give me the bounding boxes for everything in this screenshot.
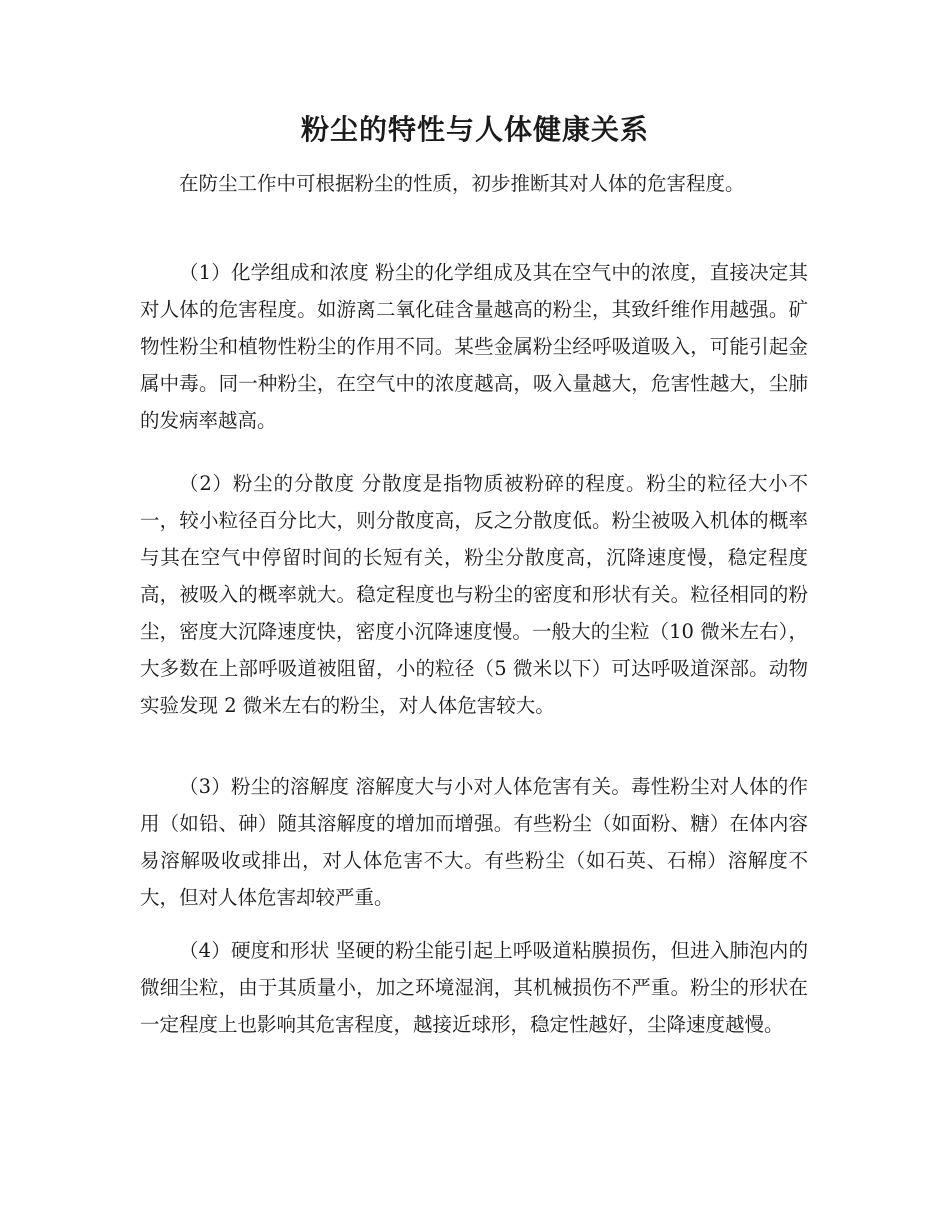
- section-1-chemical-composition: （1）化学组成和浓度 粉尘的化学组成及其在空气中的浓度，直接决定其对人体的危害程度。如游离二氧化硅含量越高的粉尘，其致纤维作用越强。矿物性粉尘和植物性粉尘的作用不同。某些金属粉尘经呼吸道吸入，可能引起金属中毒。同一种粉尘，在空气中的浓度越高，吸入量越大，危害性越大，尘肺的发病率越高。: [140, 261, 808, 432]
- document-title: 粉尘的特性与人体健康关系: [300, 113, 649, 146]
- section-2-dispersion: （2）粉尘的分散度 分散度是指物质被粉碎的程度。粉尘的粒径大小不一，较小粒径百分比大，则分散度高，反之分散度低。粉尘被吸入机体的概率与其在空气中停留时间的长短有关，粉尘分散度高，沉降速度慢，稳定程度高，被吸入的概率就大。稳定程度也与粉尘的密度和形状有关。粒径相同的粉尘，密度大沉降速度快，密度小沉降速度慢。一般大的尘粒（10 微米左右），大多数在上部呼吸道被阻留，小的粒径（5 微米以下）可达呼吸道深部。动物实验发现 2 微米左右的粉尘，对人体危害较大。: [140, 472, 808, 717]
- section-4-hardness-shape: （4）硬度和形状 坚硬的粉尘能引起上呼吸道粘膜损伤，但进入肺泡内的微细尘粒，由于其质量小，加之环境湿润，其机械损伤不严重。粉尘的形状在一定程度上也影响其危害程度，越接近球形，稳定性越好，尘降速度越慢。: [140, 939, 808, 1036]
- section-3-solubility: （3）粉尘的溶解度 溶解度大与小对人体危害有关。毒性粉尘对人体的作用（如铅、砷）随其溶解度的增加而增强。有些粉尘（如面粉、糖）在体内容易溶解吸收或排出，对人体危害不大。有些粉尘（如石英、石棉）溶解度不大，但对人体危害却较严重。: [140, 775, 808, 909]
- intro-paragraph: 在防尘工作中可根据粉尘的性质，初步推断其对人体的危害程度。: [179, 172, 745, 195]
